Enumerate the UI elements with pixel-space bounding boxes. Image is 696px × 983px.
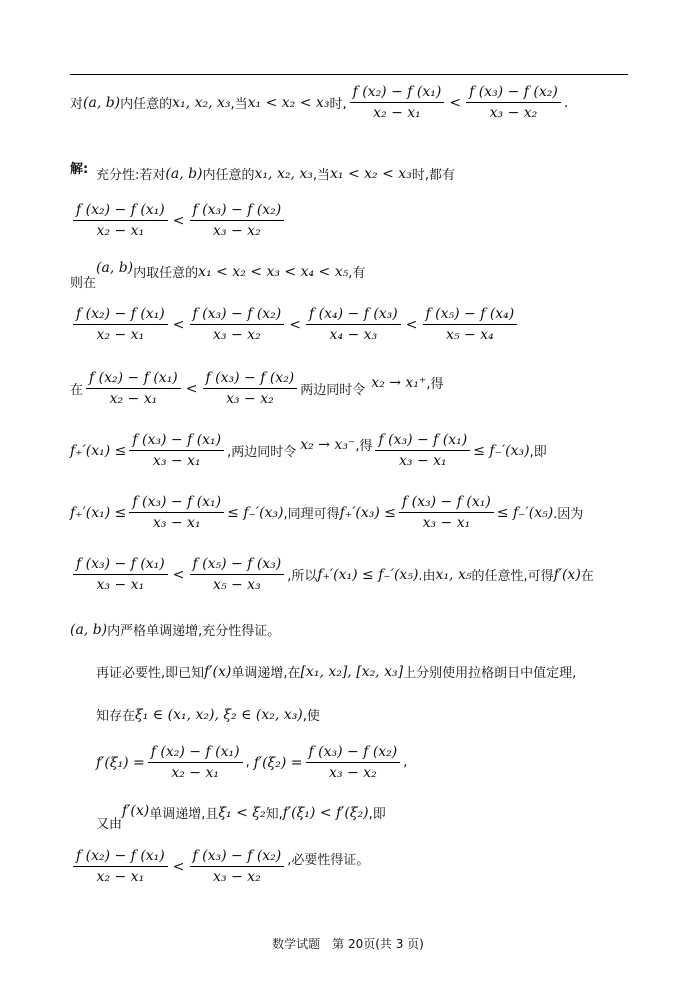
inequality-1: [70, 202, 287, 239]
text: 知存在: [96, 709, 136, 724]
math: (a, b): [165, 165, 203, 182]
math: x₁ < x₂ < x₃: [247, 94, 330, 111]
monotone-comparison: [96, 802, 386, 832]
text: ,必要性得证。: [287, 853, 370, 868]
math: (a, b): [96, 259, 134, 276]
solution-heading: [70, 158, 88, 177]
text: 内任意的: [202, 168, 255, 183]
text: 单调递增,在: [231, 666, 301, 681]
fraction: $\frac{\text{f (x₂) − f (x₁)}}{\text{x₂ − x₁}}$: [73, 306, 168, 343]
problem-statement: [70, 84, 568, 121]
text: 内严格单调递增,充分性得证。: [107, 624, 281, 639]
text: 时,: [329, 97, 347, 112]
text: ,有: [348, 266, 366, 281]
text: ,: [245, 755, 250, 770]
math: f₊′(x₁) ≤ f₋′(x₅): [317, 566, 419, 583]
text: 又由: [96, 817, 123, 832]
math: ≤ f₋′(x₃): [227, 504, 284, 521]
math: f′(x): [122, 802, 150, 819]
math: x₁, x₂, x₃: [172, 94, 231, 111]
chain-inequality: [70, 306, 520, 343]
text: 在: [580, 569, 594, 584]
text: ,当: [312, 168, 331, 183]
math: x₂ → x₃⁻: [300, 436, 356, 453]
less-than: <: [172, 212, 185, 229]
text: ,即: [368, 807, 386, 822]
fraction: $\frac{\text{f (x₃) − f (x₁)}}{\text{x₃ − x₁}}$: [399, 494, 494, 531]
solution-label: 解:: [70, 162, 89, 177]
math: ξ₁ < ξ₂: [218, 804, 266, 821]
header-rule: [70, 74, 628, 75]
text: ,两边同时令: [227, 445, 297, 460]
period: .: [563, 94, 569, 111]
text: 内取任意的: [133, 266, 199, 281]
necessity-conclusion: [70, 848, 369, 885]
derivative-monotone: [70, 556, 594, 593]
text: 上分别使用拉格朗日中值定理,: [403, 666, 577, 681]
text: 则在: [70, 276, 97, 291]
math: f₊′(x₁) ≤: [70, 442, 127, 459]
math: ≤ f₋′(x₅): [496, 504, 554, 521]
fraction: $\frac{\text{f (x₂) − f (x₁)}}{\text{x₂ − x₁}}$: [73, 202, 168, 239]
fraction: $\frac{\text{f (x₃) − f (x₁)}}{\text{x₃ − x₁}}$: [375, 432, 470, 469]
text: ,使: [302, 709, 320, 724]
sufficiency-conclusion: [70, 620, 280, 639]
math: x₂ → x₁⁺: [371, 374, 427, 391]
math: x₁ < x₂ < x₃ < x₄ < x₅: [198, 263, 349, 280]
text: 时,都有: [411, 168, 455, 183]
fraction: $\frac{\text{f (x₃) − f (x₁)}}{\text{x₃ − x₁}}$: [129, 432, 224, 469]
math: (a, b): [70, 621, 108, 638]
math: (a, b): [83, 94, 121, 111]
derivative-bounds: [70, 494, 583, 531]
text: 知,: [265, 807, 283, 822]
fraction: $\frac{\text{f (x₃) − f (x₁)}}{\text{x₃ − x₁}}$: [129, 494, 224, 531]
text: 充分性:若对: [96, 168, 166, 183]
text: ,即: [529, 445, 547, 460]
text: ,同理可得: [283, 507, 340, 522]
fraction: $\frac{\text{f (x₂) − f (x₁)}}{\text{x₂ − x₁}}$: [350, 84, 445, 121]
fraction: $\frac{\text{f (x₅) − f (x₃)}}{\text{x₅ − x₃}}$: [190, 556, 285, 593]
limit-step-1: [70, 370, 443, 407]
text: 内任意的: [120, 97, 173, 112]
mean-value-equations: [96, 744, 407, 781]
math: ξ₁ ∈ (x₁, x₂), ξ₂ ∈ (x₂, x₃): [135, 706, 303, 723]
page-footer: 数学试题 第 20页(共 3 页): [272, 937, 424, 951]
text: 的任意性,可得: [471, 569, 554, 584]
fraction: $\frac{\text{f (x₅) − f (x₄)}}{\text{x₅ − x₄}}$: [423, 306, 518, 343]
math: f′(x): [553, 566, 581, 583]
fraction: $\frac{\text{f (x₃) − f (x₂)}}{\text{x₃ − x₂}}$: [466, 84, 561, 121]
text: ,当: [230, 97, 248, 112]
text: 单调递增,且: [149, 807, 219, 822]
less-than: <: [185, 380, 198, 397]
fraction: $\frac{\text{f (x₃) − f (x₂)}}{\text{x₃ − x₂}}$: [190, 306, 285, 343]
fraction: $\frac{\text{f (x₃) − f (x₂)}}{\text{x₃ − x₂}}$: [190, 202, 285, 239]
fraction: $\frac{\text{f (x₃) − f (x₁)}}{\text{x₃ − x₁}}$: [73, 556, 168, 593]
fraction: $\frac{\text{f (x₄) − f (x₃)}}{\text{x₄ − x₃}}$: [306, 306, 401, 343]
mean-value-existence: [96, 705, 320, 724]
choose-five-points: [70, 259, 366, 291]
necessity-intro: [96, 662, 576, 681]
less-than: <: [449, 94, 462, 111]
fraction: $\frac{\text{f (x₃) − f (x₂)}}{\text{x₃ − x₂}}$: [203, 370, 298, 407]
math: ≤ f₋′(x₃): [473, 442, 530, 459]
math: f₊′(x₁) ≤: [70, 504, 127, 521]
text: ,得: [426, 377, 444, 392]
text: 再证必要性,即已知: [96, 666, 205, 681]
text: 在: [70, 383, 84, 398]
math: f′(ξ₂) =: [253, 754, 303, 771]
less-than: <: [405, 316, 418, 333]
fraction: $\frac{\text{f (x₂) − f (x₁)}}{\text{x₂ − x₁}}$: [73, 848, 168, 885]
text: ,: [403, 755, 408, 770]
math: f′(x): [204, 663, 232, 680]
limit-step-2: [70, 432, 547, 469]
text: 两边同时令: [300, 383, 366, 398]
fraction: $\frac{\text{f (x₂) − f (x₁)}}{\text{x₂ − x₁}}$: [86, 370, 181, 407]
less-than: <: [289, 316, 301, 333]
text: .因为: [553, 507, 584, 522]
text: ,得: [355, 439, 373, 454]
math: x₁, x₂, x₃: [254, 165, 313, 182]
less-than: <: [172, 316, 185, 333]
sufficiency-intro: [96, 164, 455, 183]
math: x₁, x₅: [435, 566, 472, 583]
fraction: $\frac{\text{f (x₂) − f (x₁)}}{\text{x₂ − x₁}}$: [148, 744, 243, 781]
less-than: <: [172, 566, 185, 583]
fraction: $\frac{\text{f (x₃) − f (x₂)}}{\text{x₃ − x₂}}$: [306, 744, 401, 781]
math: [x₁, x₂], [x₂, x₃]: [300, 663, 404, 680]
text: .由: [418, 569, 436, 584]
less-than: <: [172, 858, 185, 875]
math: f′(ξ₁) =: [96, 754, 145, 771]
math: f₊′(x₃) ≤: [339, 504, 397, 521]
text: 对: [70, 97, 84, 112]
math: x₁ < x₂ < x₃: [330, 165, 412, 182]
text: ,所以: [287, 569, 318, 584]
fraction: $\frac{\text{f (x₃) − f (x₂)}}{\text{x₃ − x₂}}$: [190, 848, 285, 885]
math: f′(ξ₁) < f′(ξ₂): [282, 804, 369, 821]
